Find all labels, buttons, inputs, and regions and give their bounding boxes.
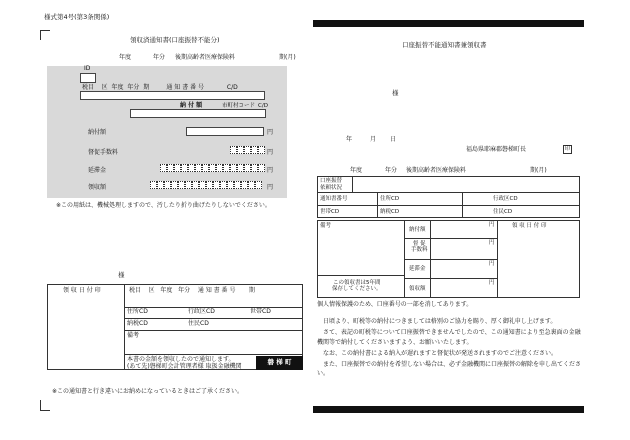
right-amount-2: 延滞金 (409, 266, 426, 272)
right-field-1: 住所CD (380, 196, 400, 202)
date-year: 年 (346, 136, 353, 143)
divider (124, 354, 303, 355)
digit-boxes-3 (150, 181, 262, 189)
body-1: 日頃より、町税等の納付につきましては格別のご協力を賜り、厚く御礼申し上げます。 (323, 318, 557, 325)
left-title: 領収済通知書(口座振替不能分) (130, 36, 220, 44)
divider (404, 238, 497, 239)
right-sama: 様 (392, 89, 399, 97)
divider (124, 284, 125, 370)
right-title: 口座振替不能通知書兼領収書 (402, 41, 487, 49)
right-amount-0: 納付額 (409, 227, 426, 233)
body-4: また、口座振替での納付を希望しない場合は、必ず金融機関に口座振替の解除を申し出てください。 (317, 361, 582, 378)
corner-mark (40, 30, 41, 40)
seal: 印 (564, 146, 571, 152)
bcode-ty: 年分 (178, 287, 191, 294)
bottom-field-4: 住民CD (188, 320, 209, 327)
keep-notice: この領収書は5年間 保存してください。 (332, 280, 382, 293)
yen-2: 円 (267, 167, 274, 174)
amount-label-1: 督促手数料 (88, 149, 119, 156)
left-period: 期(月) (279, 54, 296, 61)
right-amount-1: 督 促 手数料 (411, 241, 428, 254)
bottom-code-row (129, 288, 255, 295)
bcode-period: 期 (248, 287, 255, 294)
corner-mark (40, 410, 50, 411)
body-paragraphs (317, 317, 582, 379)
yen-1: 円 (267, 149, 274, 156)
id-box (80, 73, 96, 83)
right-field-0: 通知書番号 (320, 196, 348, 202)
account-status-1: 口座振替 (320, 178, 343, 184)
divider (124, 318, 303, 319)
form-number: 様式第4号(第3条関係) (44, 13, 110, 21)
right-field-2: 行政区CD (493, 196, 518, 202)
code-period: 期 (143, 84, 150, 91)
date-month: 月 (370, 136, 377, 143)
town-name: 磐 梯 町 (256, 356, 303, 370)
right-period: 期(月) (530, 167, 547, 174)
right-remarks-label: 備考 (320, 223, 332, 229)
digit-boxes-1 (230, 146, 265, 154)
machine-notice: ※この用紙は、機械処理しますので、汚したり折り曲げたりしないでください。 (56, 202, 271, 209)
left-fiscal-year: 年度 (119, 54, 132, 61)
code-fy: 年度 (111, 84, 124, 91)
code-ward: 区 (101, 84, 108, 91)
right-amount-3: 領収額 (409, 286, 426, 292)
divider (462, 192, 463, 218)
body-2: さて、表記の町税等について口座振替できませんでしたので、この通知書により至急裏面の金融機関等で納付してくださいますよう、お願いいたします。 (317, 329, 581, 346)
payment-box (130, 109, 266, 118)
date-day: 日 (390, 136, 397, 143)
divider (404, 278, 497, 279)
divider (317, 192, 580, 193)
code-tax: 税目 (82, 84, 95, 91)
bottom-field-3: 納税CD (127, 320, 148, 327)
privacy-notice: 個人情報保護のため、口座番号の一部を消してあります。 (317, 301, 473, 308)
divider (317, 275, 404, 276)
bottom-field-2: 世帯CD (250, 308, 271, 315)
bcode-ward: 区 (148, 287, 155, 294)
divider (352, 176, 353, 192)
divider (317, 205, 580, 206)
corner-mark (40, 30, 50, 31)
bcode-notice: 通 知 書 番 号 (197, 287, 236, 294)
right-fiscal-year: 年度 (350, 167, 363, 174)
remarks-label: 備考 (127, 332, 140, 339)
right-yen-0: 円 (489, 222, 495, 228)
id-label: ID (84, 65, 91, 72)
body-3: なお、この納付書による納入が遅れますと督促状が発送されますのでご注意ください。 (323, 349, 558, 357)
municipality-code-label: 市町村コード (222, 103, 256, 109)
code-ty: 年分 (127, 84, 140, 91)
right-receipt-date-label: 領 収 日 付 印 (512, 223, 547, 229)
amount-label-0: 納付額 (88, 129, 107, 136)
divider (124, 330, 303, 331)
right-yen-1: 円 (489, 240, 495, 246)
divider (497, 220, 498, 298)
bottom-black-bar (313, 406, 584, 413)
divider (377, 192, 378, 218)
yen-3: 円 (267, 184, 274, 191)
right-info-table (317, 176, 580, 218)
right-field-4: 納税CD (380, 209, 400, 215)
corner-mark (40, 400, 41, 410)
right-yen-3: 円 (489, 280, 495, 286)
code-cd: C/D (226, 84, 238, 91)
bcode-fy: 年度 (160, 287, 173, 294)
account-status-2: 依頼状況 (320, 185, 343, 191)
amount-box-0 (186, 127, 264, 136)
bcode-tax: 税目 (129, 287, 142, 294)
amount-notice: ※この通知書と行き違いにお納めになっているときはご了承ください。 (52, 388, 244, 395)
divider (430, 220, 431, 298)
receipt-date-label: 領 収 日 付 印 (63, 287, 101, 294)
right-insurance-type: 後期高齢者医療保険料 (406, 167, 467, 174)
right-field-5: 住民CD (493, 209, 513, 215)
bottom-field-1: 行政区CD (188, 308, 215, 315)
left-insurance-type: 後期高齢者医療保険料 (175, 54, 236, 61)
left-tax-year: 年分 (153, 54, 166, 61)
divider (404, 259, 497, 260)
right-tax-year: 年分 (385, 167, 398, 174)
amount-label-2: 延滞金 (88, 167, 107, 174)
notice-sent-2: (あて先)磐梯町会計管理者様 取扱金融機関 (127, 363, 242, 370)
right-field-3: 世帯CD (320, 209, 340, 215)
top-black-bar (313, 20, 584, 27)
left-sama: 様 (118, 271, 125, 279)
code-box (80, 91, 265, 100)
notice-sent-1: 本書の金額を領収したので通知します。 (127, 356, 235, 363)
bottom-field-0: 住所CD (127, 308, 148, 315)
mayor: 福島県耶麻郡磐梯町長 (466, 146, 527, 153)
digit-boxes-2 (160, 164, 265, 172)
payment-label: 納 付 額 (180, 102, 203, 109)
amount-label-3: 領収額 (88, 184, 107, 191)
right-yen-2: 円 (489, 261, 495, 267)
yen-0: 円 (267, 129, 274, 136)
cd-label: C/D (258, 103, 268, 109)
code-notice-number: 通 知 書 番 号 (166, 84, 205, 91)
